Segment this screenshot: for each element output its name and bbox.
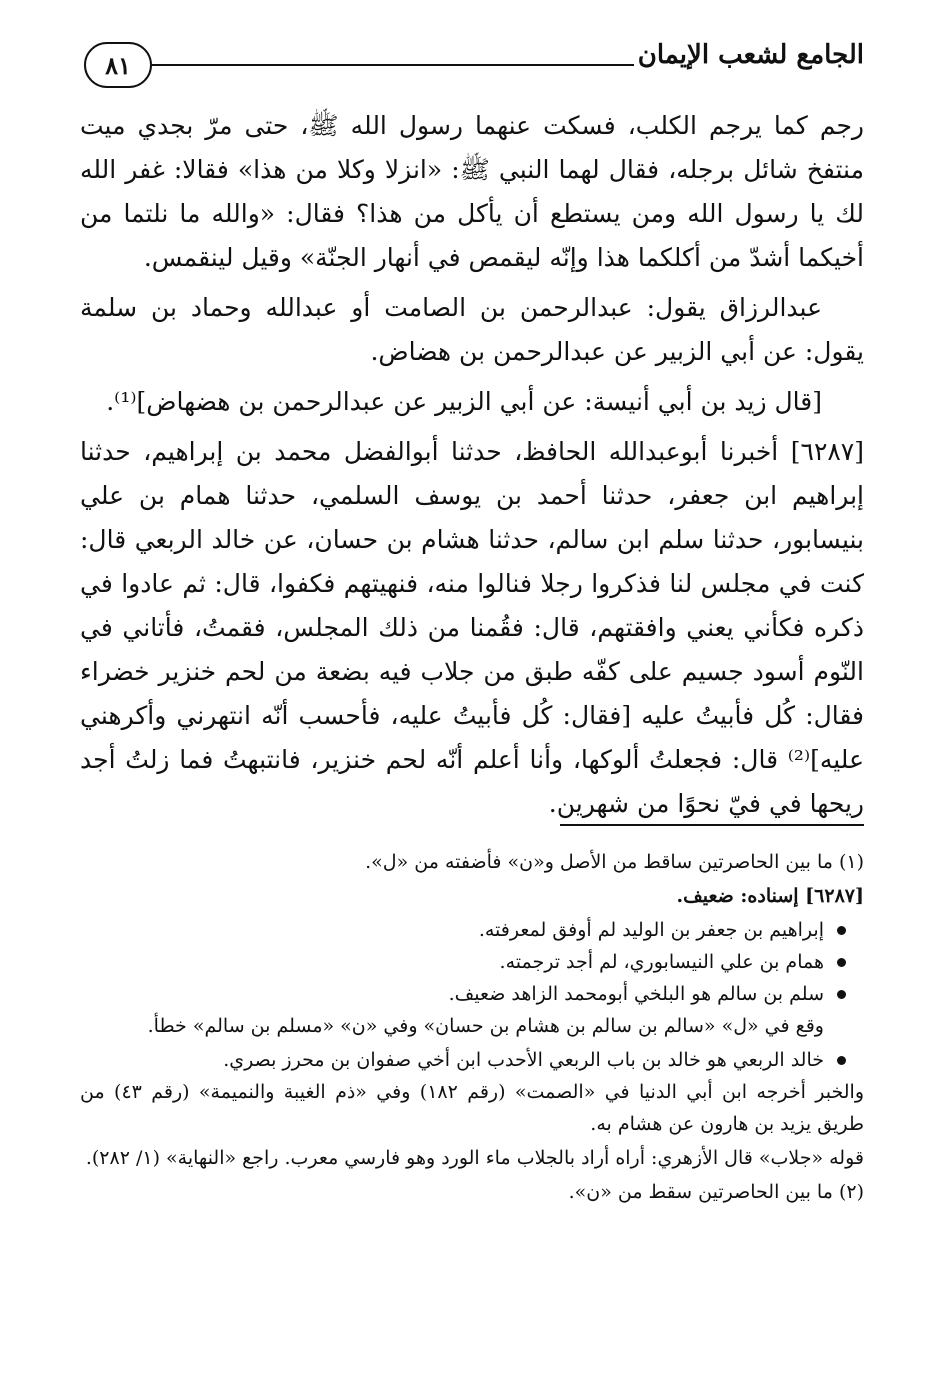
running-header — [84, 38, 864, 94]
narrator-note: وقع في «ل» «سالم بن سالم بن هشام بن حسان» وفي «ن» «مسلم بن سالم» خطأ. — [147, 1015, 824, 1037]
book-title: الجامع لشعب الإيمان — [637, 40, 864, 70]
paragraph-abdulrazzaq: عبدالرزاق يقول: عبدالرحمن بن الصامت أو عبدالله وحماد بن سلمة يقول: عن أبي الزبير عن عبدالرحمن بن هضاض. — [80, 293, 864, 366]
isnad-heading: [٦٢٨٧] إسناده: ضعيف. — [676, 885, 864, 907]
page-number: ٨١ — [84, 42, 152, 88]
bullet-icon — [837, 926, 846, 935]
list-item-text: خالد الربعي هو خالد بن باب الربعي الأحدب ابن أخي صفوان بن محرز بصري. — [223, 1049, 824, 1071]
takhrij-note: والخبر أخرجه ابن أبي الدنيا في «الصمت» (رقم ١٨٢) وفي «ذم الغيبة والنميمة» (رقم ٤٣) من طريق يزيد بن هارون عن هشام به. — [80, 1081, 864, 1135]
footnote-1: (١) ما بين الحاصرتين ساقط من الأصل و«ن» فأضفته من «ل». — [365, 851, 864, 873]
list-item — [80, 978, 846, 1010]
paragraph-continuation: رجم كما يرجم الكلب، فسكت عنهما رسول الله ﷺ، حتى مرّ بجدي ميت منتفخ شائل برجله، فقال لهما النبي ﷺ: «انزلا وكلا من هذا» فقالا: غفر الله لك يا رسول الله ومن يستطع أن يأكل من هذا؟ فقال: «والله ما نلتما من أخيكما أشدّ من أكلكما هذا وإنّه ليقمص في أنهار الجنّة» وقيل لينقمس. — [80, 111, 864, 272]
bullet-icon — [837, 990, 846, 999]
footnotes — [80, 846, 864, 1210]
narrator-list-continued — [80, 1044, 864, 1076]
list-item — [80, 1044, 846, 1076]
list-item — [80, 946, 846, 978]
list-item-text: إبراهيم بن جعفر بن الوليد لم أوفق لمعرفته. — [478, 919, 824, 941]
paragraph-zayd: [قال زيد بن أبي أنيسة: عن أبي الزبير عن عبدالرحمن بن هضهاض]⁽¹⁾. — [106, 387, 822, 416]
list-item-text: همام بن علي النيسابوري، لم أجد ترجمته. — [499, 951, 824, 973]
main-text — [80, 104, 864, 832]
bullet-icon — [837, 1056, 846, 1065]
julab-note: قوله «جلاب» قال الأزهري: أراه أراد بالجلاب ماء الورد وهو فارسي معرب. راجع «النهاية» (١/ ٢٨٢). — [85, 1147, 864, 1169]
footnote-separator — [560, 824, 864, 826]
paragraph-hadith-6287: [٦٢٨٧] أخبرنا أبوعبدالله الحافظ، حدثنا أبوالفضل محمد بن إبراهيم، حدثنا إبراهيم ابن جعفر، حدثنا أحمد بن يوسف السلمي، حدثنا همام بن علي بنيسابور، حدثنا سلم ابن سالم، حدثنا هشام بن حسان، عن خالد الربعي قال: كنت في مجلس لنا فذكروا رجلا فنالوا منه، فنهيتهم فكفوا، قال: ثم عادوا في ذكره فكأني يعني وافقتهم، قال: فقُمنا من ذلك المجلس، فقمتُ، فأتاني في النّوم أسود جسيم على كفّه طبق من جلاب فيه بضعة من لحم خنزير خضراء فقال: كُل فأبيتُ عليه [فقال: كُل فأبيتُ عليه، فأحسب أنّه انتهرني وأكرهني عليه]⁽²⁾ قال: فجعلتُ ألوكها، وأنا أعلم أنّه لحم خنزير، فانتبهتُ فما زلتُ أجد ريحها في فيّ نحوًا من شهرين. — [80, 437, 864, 818]
footnote-2: (٢) ما بين الحاصرتين سقط من «ن». — [568, 1181, 864, 1203]
header-rule — [152, 64, 634, 66]
bullet-icon — [837, 958, 846, 967]
narrator-list — [80, 914, 864, 1010]
list-item — [80, 914, 846, 946]
list-item-text: سلم بن سالم هو البلخي أبومحمد الزاهد ضعيف. — [448, 983, 824, 1005]
